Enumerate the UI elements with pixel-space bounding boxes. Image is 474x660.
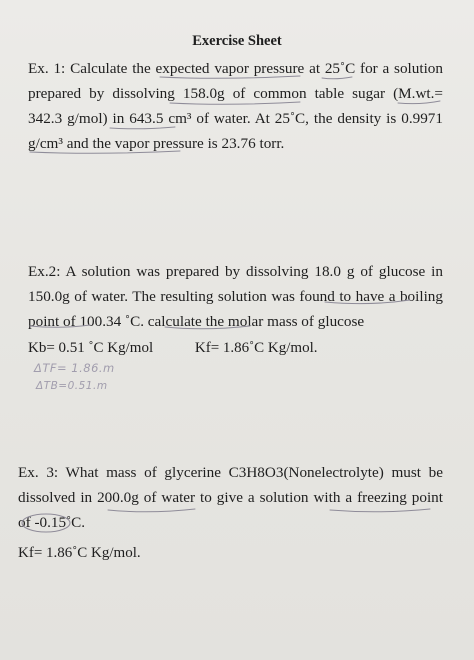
exercise-1 [28, 56, 443, 156]
kf-constant: Kf= 1.86˚C Kg/mol. [194, 340, 318, 356]
exercise-3-kf-constant: Kf= 1.86˚C Kg/mol. [18, 545, 141, 561]
exercise-2-constants [28, 340, 356, 357]
page-title: Exercise Sheet [192, 33, 282, 49]
exercise-2-text: Ex.2: A solution was prepared by dissolving 18.0 g of glucose in 150.0g of water. The resulting solution was found to have a boiling point of 100.34 ˚C. calculate the molar mass of glucose [28, 263, 443, 330]
handwritten-note-freezing: ΔTF= 1.86.m [34, 361, 115, 375]
exercise-1-text: Ex. 1: Calculate the expected vapor pressure at 25˚C for a solution prepared by dissolving 158.0g of common table sugar (M.wt.= 342.3 g/mol) in 643.5 cm³ of water. At 25˚C, the density is 0.9971 g/cm³ and the vapor pressure is 23.76 torr. [28, 60, 443, 152]
exercise-3-text: Ex. 3: What mass of glycerine C3H8O3(Nonelectrolyte) must be dissolved in 200.0g of water to give a solution with a freezing point of -0.15˚C. [18, 464, 443, 531]
kb-constant: Kb= 0.51 ˚C Kg/mol [28, 340, 154, 356]
exercise-3 [18, 460, 443, 535]
handwritten-note-boiling: ΔTB=0.51.m [36, 380, 108, 392]
exercise-2 [28, 259, 443, 334]
